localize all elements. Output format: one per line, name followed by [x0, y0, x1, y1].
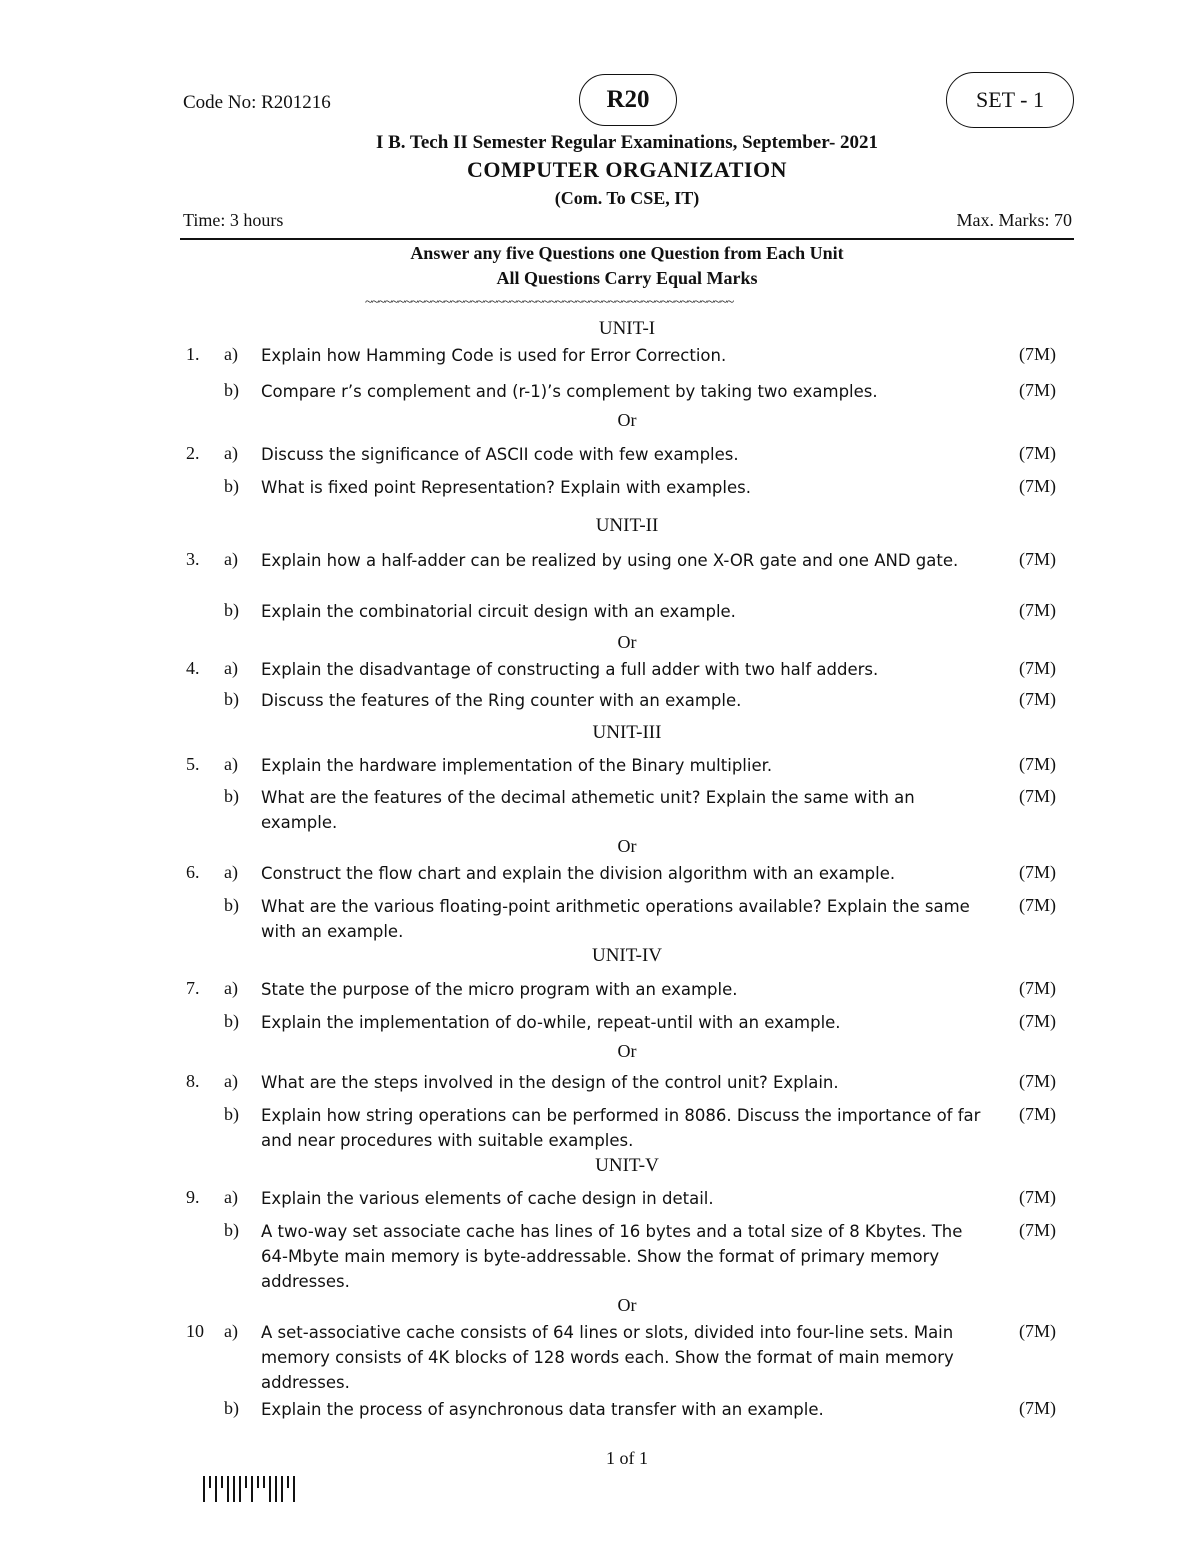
- question-text: Explain the process of asynchronous data transfer with an example.: [261, 1400, 824, 1419]
- question-text: Explain the implementation of do-while, repeat-until with an example.: [261, 1013, 841, 1032]
- question-text: Explain the hardware implementation of the Binary multiplier.: [261, 756, 773, 775]
- question-number: 1.: [186, 344, 200, 364]
- question-text: What is fixed point Representation? Explain with examples.: [261, 478, 751, 497]
- or-separator: Or: [617, 1295, 637, 1315]
- question-marks: (7M): [1019, 978, 1056, 998]
- set-badge: SET - 1: [946, 72, 1074, 128]
- question-marks: (7M): [1019, 476, 1056, 496]
- question-marks: (7M): [1019, 1321, 1056, 1341]
- or-separator: Or: [617, 410, 637, 430]
- max-marks: Max. Marks: 70: [956, 210, 1072, 230]
- question-marks: (7M): [1019, 1104, 1056, 1124]
- question-marks: (7M): [1019, 1398, 1056, 1418]
- question-marks: (7M): [1019, 344, 1056, 364]
- question-part: b): [224, 1398, 239, 1418]
- question-text: Explain how a half-adder can be realized by using one X-OR gate and one AND gate.: [261, 551, 959, 570]
- header-divider: [180, 238, 1074, 240]
- exam-title: I B. Tech II Semester Regular Examinations, September- 2021: [375, 132, 879, 153]
- question-text: Explain the various elements of cache design in detail.: [261, 1189, 714, 1208]
- unit-heading-5: UNIT-V: [595, 1155, 659, 1176]
- question-part: a): [224, 549, 238, 569]
- instruction-1: Answer any five Questions one Question from Each Unit: [410, 243, 844, 263]
- unit-heading-1: UNIT-I: [598, 318, 656, 339]
- question-text: A set-associative cache consists of 64 lines or slots, divided into four-line sets. Main memory consists of 4K blocks of 128 words each. Show the format of main memory addresses.: [261, 1323, 954, 1392]
- question-part: a): [224, 443, 238, 463]
- question-marks: (7M): [1019, 658, 1056, 678]
- question-marks: (7M): [1019, 443, 1056, 463]
- question-text: State the purpose of the micro program with an example.: [261, 980, 738, 999]
- question-part: b): [224, 1011, 239, 1031]
- question-text: What are the features of the decimal athemetic unit? Explain the same with an example.: [261, 788, 915, 832]
- question-part: b): [224, 1220, 239, 1240]
- question-number: 6.: [186, 862, 200, 882]
- question-number: 10: [186, 1321, 204, 1341]
- question-text: What are the steps involved in the design of the control unit? Explain.: [261, 1073, 839, 1092]
- question-part: b): [224, 895, 239, 915]
- question-text: Discuss the features of the Ring counter with an example.: [261, 691, 742, 710]
- question-marks: (7M): [1019, 786, 1056, 806]
- question-text: What are the various floating-point arithmetic operations available? Explain the same with an example.: [261, 897, 970, 941]
- question-number: 3.: [186, 549, 200, 569]
- question-text: Explain how string operations can be performed in 8086. Discuss the importance of far and near procedures with suitable examples.: [261, 1106, 981, 1150]
- unit-heading-2: UNIT-II: [595, 515, 659, 536]
- question-marks: (7M): [1019, 689, 1056, 709]
- question-marks: (7M): [1019, 895, 1056, 915]
- question-marks: (7M): [1019, 1220, 1056, 1240]
- question-part: a): [224, 978, 238, 998]
- instruction-2: All Questions Carry Equal Marks: [496, 268, 758, 288]
- question-text: Construct the flow chart and explain the division algorithm with an example.: [261, 864, 896, 883]
- question-marks: (7M): [1019, 754, 1056, 774]
- question-text: Explain how Hamming Code is used for Error Correction.: [261, 346, 727, 365]
- question-number: 4.: [186, 658, 200, 678]
- subject-title: COMPUTER ORGANIZATION: [467, 157, 787, 182]
- regulation-badge: R20: [579, 74, 677, 126]
- question-part: b): [224, 476, 239, 496]
- or-separator: Or: [617, 632, 637, 652]
- question-number: 2.: [186, 443, 200, 463]
- question-part: b): [224, 380, 239, 400]
- unit-heading-4: UNIT-IV: [591, 945, 662, 966]
- question-part: a): [224, 754, 238, 774]
- question-marks: (7M): [1019, 862, 1056, 882]
- unit-heading-3: UNIT-III: [592, 722, 662, 743]
- question-number: 8.: [186, 1071, 200, 1091]
- question-text: Discuss the significance of ASCII code with few examples.: [261, 445, 739, 464]
- question-part: b): [224, 786, 239, 806]
- barcode: [203, 1476, 299, 1504]
- or-separator: Or: [617, 1041, 637, 1061]
- question-part: a): [224, 1187, 238, 1207]
- question-part: a): [224, 344, 238, 364]
- code-number: Code No: R201216: [183, 92, 331, 113]
- question-text: Explain the combinatorial circuit design with an example.: [261, 602, 736, 621]
- question-part: a): [224, 1321, 238, 1341]
- question-marks: (7M): [1019, 549, 1056, 569]
- branches: (Com. To CSE, IT): [554, 188, 700, 208]
- time-allowed: Time: 3 hours: [183, 210, 284, 230]
- question-part: b): [224, 600, 239, 620]
- question-part: a): [224, 1071, 238, 1091]
- or-separator: Or: [617, 836, 637, 856]
- question-part: a): [224, 862, 238, 882]
- question-part: b): [224, 1104, 239, 1124]
- question-number: 9.: [186, 1187, 200, 1207]
- question-number: 5.: [186, 754, 200, 774]
- question-text: A two-way set associate cache has lines of 16 bytes and a total size of 8 Kbytes. The 64-Mbyte main memory is byte-addressable. Show the format of primary memory addresses.: [261, 1222, 963, 1291]
- question-part: b): [224, 689, 239, 709]
- question-number: 7.: [186, 978, 200, 998]
- question-marks: (7M): [1019, 1187, 1056, 1207]
- question-marks: (7M): [1019, 600, 1056, 620]
- question-text: Compare r’s complement and (r-1)’s complement by taking two examples.: [261, 382, 878, 401]
- question-marks: (7M): [1019, 1071, 1056, 1091]
- page-number: 1 of 1: [606, 1448, 648, 1468]
- question-marks: (7M): [1019, 380, 1056, 400]
- question-marks: (7M): [1019, 1011, 1056, 1031]
- separator: ~~~~~~~~~~~~~~~~~~~~~~~~~~~~~~~~~~~~~~~~~~~~~~~~~~~~~~~~: [365, 295, 734, 310]
- question-text: Explain the disadvantage of constructing a full adder with two half adders.: [261, 660, 879, 679]
- question-part: a): [224, 658, 238, 678]
